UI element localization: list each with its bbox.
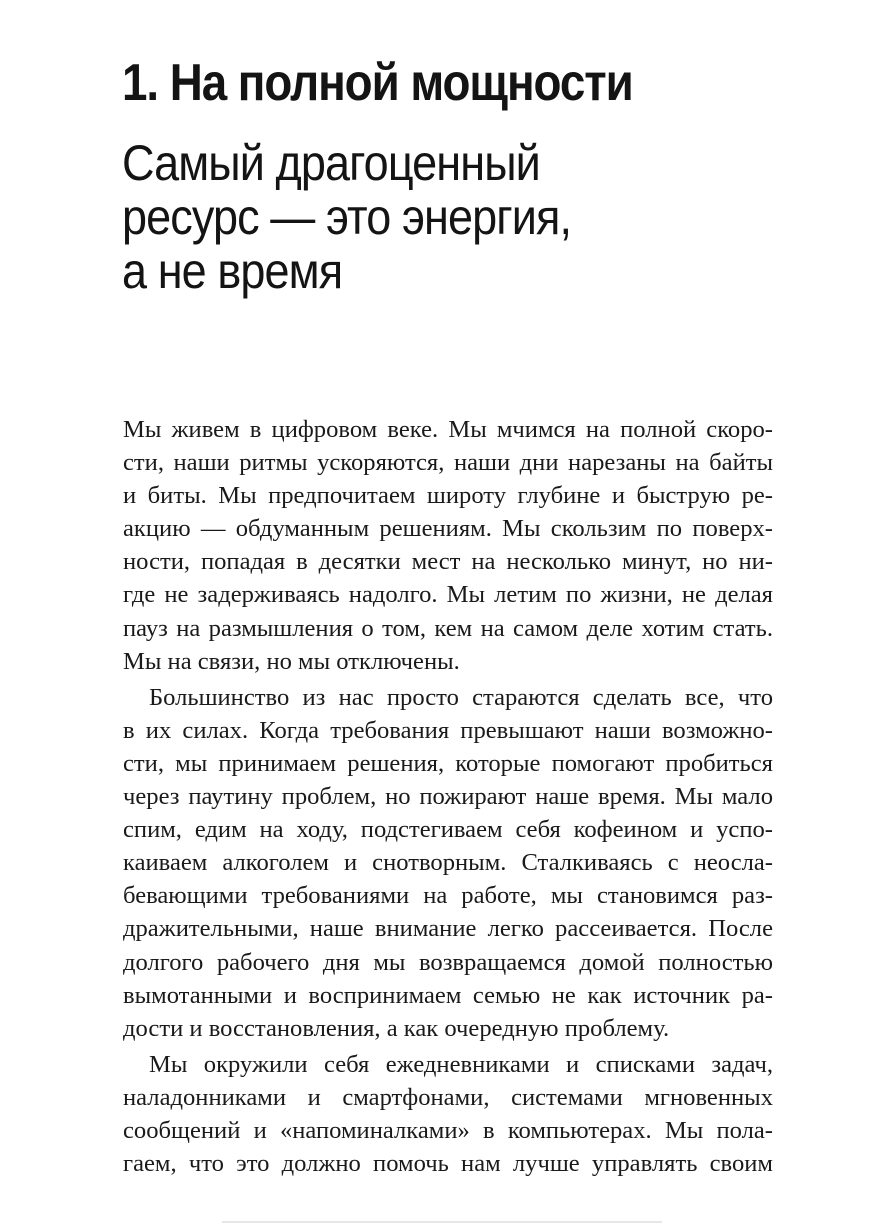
text-line: сти, наши ритмы ускоряются, наши дни нарезаны на байты (123, 449, 773, 477)
text-line: каиваем алкоголем и снотворным. Сталкиваясь с неосла- (123, 849, 773, 877)
text-line: сообщений и «напоминалками» в компьютерах. Мы пола- (123, 1116, 773, 1144)
body-text (123, 413, 773, 1183)
chapter-subtitle-line: Самый драгоценный (122, 135, 540, 191)
text-line: Мы живем в цифровом веке. Мы мчимся на полной скоро- (123, 416, 773, 443)
text-line: Большинство из нас просто стараются сделать все, что (149, 683, 773, 711)
text-line: долгого рабочего дня мы возвращаемся домой полностью (123, 948, 773, 976)
text-line: Мы окружили себя ежедневниками и списками задач, (149, 1050, 773, 1078)
chapter-subtitle-line: ресурс — это энергия, (122, 189, 572, 245)
paragraph-2 (123, 681, 773, 1045)
page-bottom-divider (222, 1221, 662, 1223)
text-line: наладонниками и смартфонами, системами мгновенных (123, 1083, 773, 1111)
chapter-title: 1. На полной мощности (122, 54, 633, 112)
paragraph-1 (123, 413, 773, 678)
text-line: и биты. Мы предпочитаем широту глубине и быструю ре- (123, 482, 773, 510)
text-line: спим, едим на ходу, подстегиваем себя кофеином и успо- (123, 816, 773, 844)
text-line: бевающими требованиями на работе, мы становимся раз- (123, 882, 773, 910)
text-line: дражительными, наше внимание легко рассеивается. После (123, 915, 773, 943)
text-line: в их силах. Когда требования превышают наши возможно- (123, 716, 773, 744)
text-line: сти, мы принимаем решения, которые помогают пробиться (123, 749, 773, 777)
text-line: через паутину проблем, но пожирают наше время. Мы мало (123, 783, 773, 811)
text-line: гаем, что это должно помочь нам лучше управлять своим (123, 1150, 773, 1178)
text-line: дости и восстановления, а как очередную проблему. (123, 1014, 670, 1042)
paragraph-3 (123, 1048, 773, 1180)
chapter-subtitle-line: а не время (122, 243, 343, 299)
text-line: вымотанными и воспринимаем семью не как источник ра- (123, 981, 773, 1009)
text-line: пауз на размышления о том, кем на самом деле хотим стать. (123, 614, 773, 642)
text-line: где не задерживаясь надолго. Мы летим по жизни, не делая (123, 581, 773, 609)
text-line: акцию — обдуманным решениям. Мы скользим по поверх- (123, 515, 773, 543)
text-line: Мы на связи, но мы отключены. (123, 647, 460, 675)
text-line: ности, попадая в десятки мест на несколько минут, но ни- (123, 548, 773, 576)
chapter-subtitle (122, 136, 571, 298)
